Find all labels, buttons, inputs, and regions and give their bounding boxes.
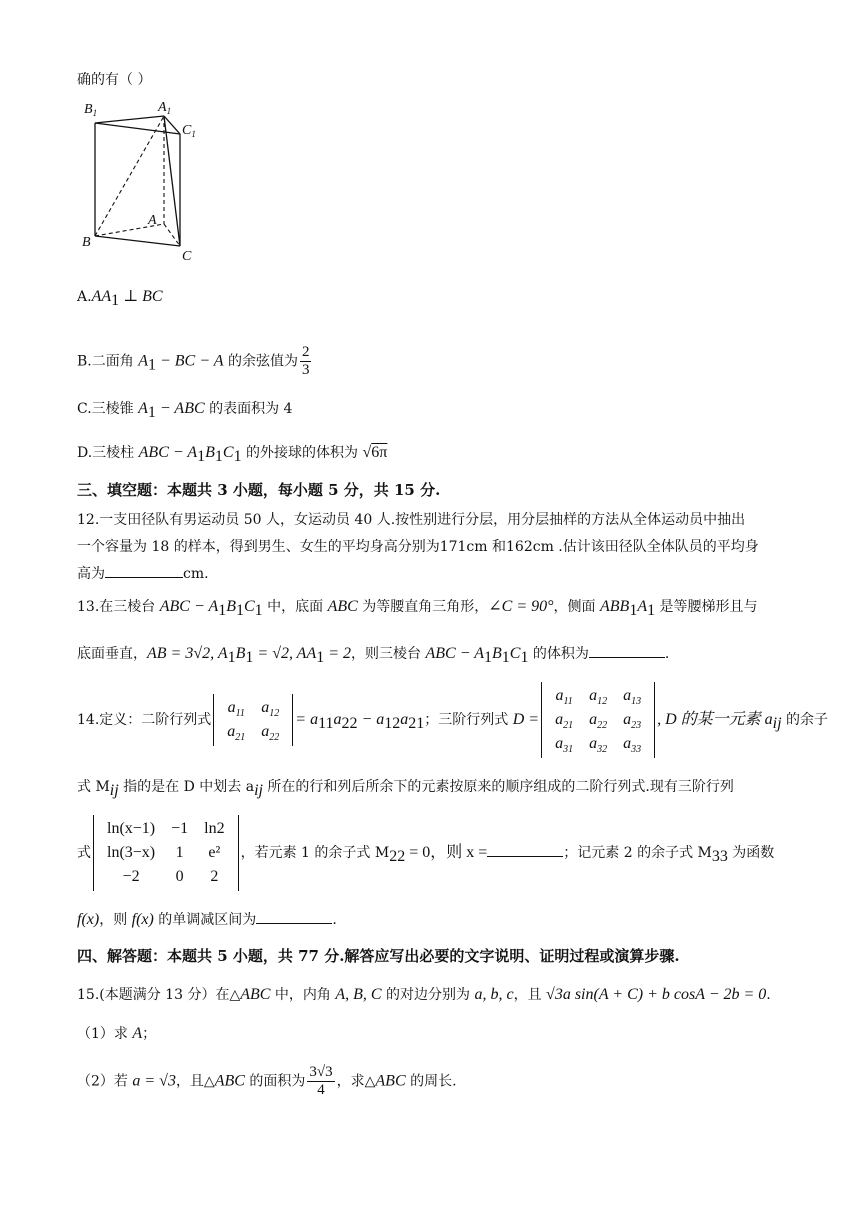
lead-text: 确的有（ ） xyxy=(77,72,152,88)
q13-line2: 底面垂直，AB = 3√2, $A_1B_1 = √2$, $AA_1 = 2$，则三棱台 ABC − $A_1B_1C_1$ 的体积为 . xyxy=(77,645,670,666)
option-b: B.二面角 $A_1$ − BC − A 的余弦值为 $\frac{2}{3}$ xyxy=(77,344,310,378)
q14-line3: 式 ln(x−1) −1 ln2 ln(3−x) 1 e² −2 0 2 ，若元素 1 的余子式 $M_{22} = 0$，则 x = ；记元素 2 的余子式 $M_{33}$ 为函数 xyxy=(77,815,774,891)
label-B: B xyxy=(82,235,91,250)
q14-line4: f(x)，则 f(x) 的单调减区间为 . xyxy=(77,911,337,928)
det-given: ln(x−1) −1 ln2 ln(3−x) 1 e² −2 0 2 xyxy=(93,815,239,891)
option-a: $A.AA_1$ ⊥ BC xyxy=(77,288,163,309)
q15-part2: （2）若 a = √3，且△ABC 的面积为 $\frac{3√3}{4}$ ，求△ABC 的周长. xyxy=(77,1064,457,1098)
section-3-heading: 三、填空题：本题共 3 小题，每小题 5 分，共 15 分. xyxy=(77,481,441,499)
q13-line1: 13.在三棱台 ABC − $A_1B_1C_1$ 中，底面 ABC 为等腰直角三角形，∠C = 90°，侧面 $ABB_1A_1$ 是等腰梯形且与 xyxy=(77,598,758,619)
q12-line1: 12.一支田径队有男运动员 50 人，女运动员 40 人.按性别进行分层，用分层抽样的方法从全体运动员中抽出 xyxy=(77,512,746,528)
label-C1: $C_1$ xyxy=(182,123,196,139)
fraction-area: $\frac{3√3}{4}$ xyxy=(309,1064,333,1098)
prism-figure xyxy=(78,96,208,266)
option-c: C.三棱锥 $A_1$ − ABC 的表面积为 4 xyxy=(77,400,293,421)
q15-part1: （1）求 A； xyxy=(77,1025,157,1042)
label-B1: $B_1$ xyxy=(84,102,98,118)
fraction-2-3: $\frac{2}{3}$ xyxy=(301,344,310,378)
section-4-heading: 四、解答题：本题共 5 小题，共 77 分.解答应写出必要的文字说明、证明过程或演算步骤. xyxy=(77,947,680,965)
q14-line1: 14.定义：二阶行列式 $a_{11}$ $a_{12}$ $a_{21}$ $a_{22}$ = $a_{11}a_{22} - a_{12}a_{21}$；三阶行列式 D = $a_{11}$ $a_{12}$ $a_{13}$ $a_{21}$ $a_{22}$ $a_{23}$ $a_{31}$ $a_{32}$ $a_{33}$ , D 的某一元素 $a_{ij}$ 的余子 xyxy=(77,680,828,760)
q14-x-blank xyxy=(487,842,563,857)
det-3x3: $a_{11}$ $a_{12}$ $a_{13}$ $a_{21}$ $a_{22}$ $a_{23}$ $a_{31}$ $a_{32}$ $a_{33}$ xyxy=(541,682,655,758)
det-2x2: $a_{11}$ $a_{12}$ $a_{21}$ $a_{22}$ xyxy=(213,694,293,746)
q12-answer-blank xyxy=(105,563,183,578)
q14-interval-blank xyxy=(256,909,332,924)
label-C: C xyxy=(182,249,192,264)
q15-stem: 15.(本题满分 13 分）在△ABC 中，内角 A, B, C 的对边分别为 a, b, c，且 √3a sin(A + C) + b cosA − 2b = 0. xyxy=(77,986,771,1003)
option-d: D.三棱柱 ABC − $A_1B_1C_1$ 的外接球的体积为 √6π xyxy=(77,444,388,465)
label-A1: $A_1$ xyxy=(158,100,172,116)
q13-answer-blank xyxy=(589,643,665,658)
q12-line3: 高为 cm. xyxy=(77,563,209,584)
q14-line2: 式 $M_{ij}$ 指的是在 D 中划去 $a_{ij}$ 所在的行和列后所余下的元素按原来的顺序组成的二阶行列式.现有三阶行列 xyxy=(77,779,734,799)
q12-line2: 一个容量为 18 的样本，得到男生、女生的平均身高分别为171cm 和162cm .估计该田径队全体队员的平均身 xyxy=(77,539,759,555)
label-A: A xyxy=(148,213,157,228)
